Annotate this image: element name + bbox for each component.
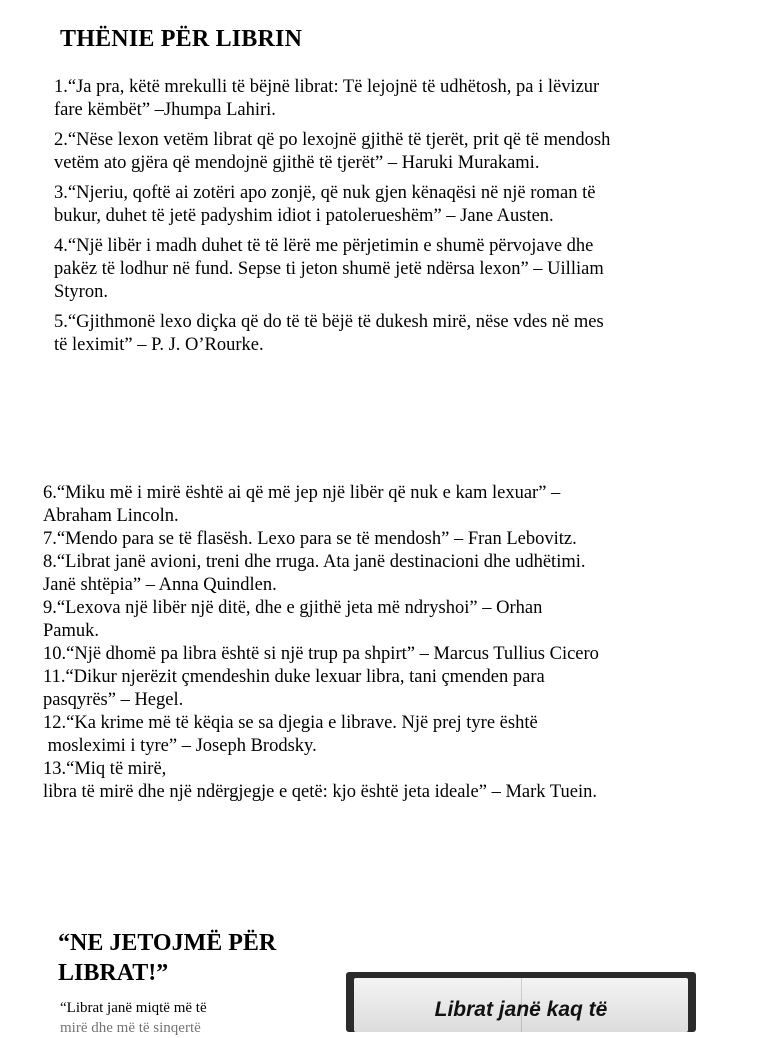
quote-line: vetëm ato gjëra që mendojnë gjithë të tjerët” – Haruki Murakami. <box>54 153 540 173</box>
quote-3 <box>54 182 714 228</box>
quote-line: 1.“Ja pra, këtë mrekulli të bëjnë librat: Të lejojnë të udhëtosh, pa i lëvizur <box>54 77 600 97</box>
small-quote <box>60 998 270 1038</box>
quote-line: 8.“Librat janë avioni, treni dhe rruga. Ata janë destinacioni dhe udhëtimi. <box>43 552 586 572</box>
quote-line: fare këmbët” –Jhumpa Lahiri. <box>54 100 276 120</box>
small-quote-line: “Librat janë miqtë më të <box>60 1000 207 1016</box>
quote-line: Janë shtëpia” – Anna Quindlen. <box>43 575 277 595</box>
quote-11 <box>43 666 723 712</box>
quote-9 <box>43 597 723 643</box>
quote-line: 7.“Mendo para se të flasësh. Lexo para se të mendosh” – Fran Lebovitz. <box>43 529 577 549</box>
book-banner-text: Librat janë kaq të <box>434 998 608 1021</box>
quote-line: mosleximi i tyre” – Joseph Brodsky. <box>43 736 317 756</box>
quote-6 <box>43 482 723 528</box>
quote-4 <box>54 235 714 304</box>
quote-10 <box>43 643 723 666</box>
quote-12 <box>43 712 723 758</box>
quote-line: 13.“Miq të mirë, <box>43 759 167 779</box>
quote-5 <box>54 311 714 357</box>
quote-line: 11.“Dikur njerëzit çmendeshin duke lexuar libra, tani çmenden para <box>43 667 545 687</box>
quotes-top-list <box>54 76 714 364</box>
quote-line: pasqyrës” – Hegel. <box>43 690 184 710</box>
quote-line: 10.“Një dhomë pa libra është si një trup pa shpirt” – Marcus Tullius Cicero <box>43 644 599 664</box>
quote-line: 9.“Lexova një libër një ditë, dhe e gjithë jeta më ndryshoi” – Orhan <box>43 598 543 618</box>
section-heading-line: LIBRAT!” <box>58 960 169 986</box>
quote-line: bukur, duhet të jetë padyshim idiot i patolerueshëm” – Jane Austen. <box>54 206 554 226</box>
quote-8 <box>43 551 723 597</box>
page-title: THËNIE PËR LIBRIN <box>60 26 303 52</box>
quote-13 <box>43 758 723 804</box>
quote-line: 4.“Një libër i madh duhet të të lërë me përjetimin e shumë përvojave dhe <box>54 236 594 256</box>
small-quote-line: mirë dhe më të sinqertë <box>60 1020 201 1036</box>
quote-line: pakëz të lodhur në fund. Sepse ti jeton shumë jetë ndërsa lexon” – Uilliam <box>54 259 604 279</box>
quote-line: Abraham Lincoln. <box>43 506 179 526</box>
quote-2 <box>54 129 714 175</box>
quote-line: Styron. <box>54 282 108 302</box>
section-heading <box>58 928 276 988</box>
quote-line: Pamuk. <box>43 621 100 641</box>
quote-7 <box>43 528 723 551</box>
quote-line: 5.“Gjithmonë lexo diçka që do të të bëjë të dukesh mirë, nëse vdes në mes <box>54 312 604 332</box>
quote-line: 2.“Nëse lexon vetëm librat që po lexojnë gjithë të tjerët, prit që të mendosh <box>54 130 611 150</box>
quote-line: 12.“Ka krime më të këqia se sa djegia e librave. Një prej tyre është <box>43 713 538 733</box>
quote-line: libra të mirë dhe një ndërgjegje e qetë: kjo është jeta ideale” – Mark Tuein. <box>43 782 597 802</box>
section-heading-line: “NE JETOJMË PËR <box>58 930 277 956</box>
quote-line: 6.“Miku më i mirë është ai që më jep një libër që nuk e kam lexuar” – <box>43 483 561 503</box>
quote-line: të leximit” – P. J. O’Rourke. <box>54 335 264 355</box>
quotes-bottom-list <box>43 482 723 804</box>
quote-1 <box>54 76 714 122</box>
quote-line: 3.“Njeriu, qoftë ai zotëri apo zonjë, që nuk gjen kënaqësi në një roman të <box>54 183 596 203</box>
book-illustration <box>346 972 696 1032</box>
